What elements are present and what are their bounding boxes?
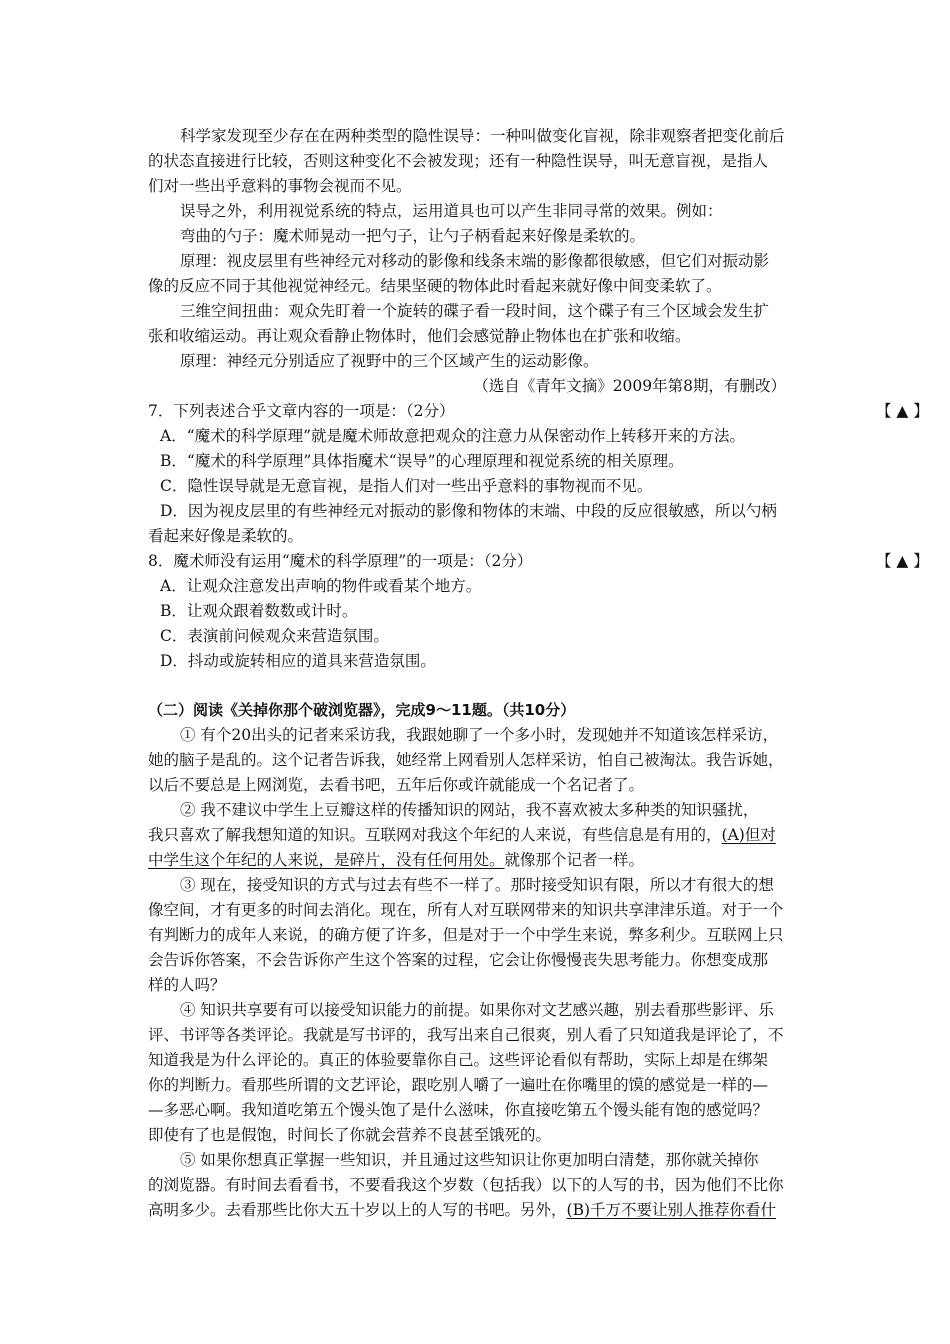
passage-para3-line5: 样的人吗？ bbox=[148, 976, 226, 994]
para-spoon-principle-line2: 像的反应不同于其他视觉神经元。结果坚硬的物体此时看起来就好像中间变柔软了。 bbox=[148, 277, 722, 295]
passage-para4-line2: 评、书评等各类评论。我就是写书评的，我写出来自己很爽，别人看了只知道我是评论了，不 bbox=[148, 1026, 784, 1044]
question-8-answer-bracket: 【 ▲ 】 bbox=[876, 552, 929, 570]
question-8-option-c: C．表演前问候观众来营造氛围。 bbox=[160, 627, 389, 645]
question-7-answer-bracket: 【 ▲ 】 bbox=[876, 402, 929, 420]
question-8-stem bbox=[148, 551, 929, 571]
underlined-sentence-b: (B)千万不要让别人推荐你看什 bbox=[566, 1201, 777, 1219]
question-7-option-d-line1: D．因为视皮层里的有些神经元对振动的影像和物体的末端、中段的反应很敏感，所以勺柄 bbox=[160, 502, 777, 520]
para-bent-spoon: 弯曲的勺子：魔术师晃动一把勺子，让勺子柄看起来好像是柔软的。 bbox=[180, 227, 646, 245]
question-7-option-d-line2: 看起来好像是柔软的。 bbox=[148, 527, 304, 545]
passage-para5-line3-text: 高明多少。去看那些比你大五十岁以上的人写的书吧。另外， bbox=[148, 1201, 567, 1219]
para-3d-distortion-line2: 张和收缩运动。再让观众看静止物体时，他们会感觉静止物体也在扩张和收缩。 bbox=[148, 327, 691, 345]
question-8-text: 8．魔术师没有运用“魔术的科学原理”的一项是：（2分） bbox=[148, 552, 533, 570]
passage-para4-line3: 知道我是为什么评论的。真正的体验要靠你自己。这些评论看似有帮助，实际上却是在绑架 bbox=[148, 1051, 769, 1069]
passage-para2-line1: ② 我不建议中学生上豆瓣这样的传播知识的网站，我不喜欢被太多种类的知识骚扰， bbox=[180, 801, 759, 819]
passage-para4-line1: ④ 知识共享要有可以接受知识能力的前提。如果你对文艺感兴趣，别去看那些影评、乐 bbox=[180, 1001, 774, 1019]
passage-para4-line6: 即使有了也是假饱，时间长了你就会营养不良甚至饿死的。 bbox=[148, 1126, 552, 1144]
question-7-option-a: A．“魔术的科学原理”就是魔术师故意把观众的注意力从保密动作上转移开来的方法。 bbox=[160, 427, 746, 445]
passage-para3-line1: ③ 现在，接受知识的方式与过去有些不一样了。那时接受知识有限，所以才有很大的想 bbox=[180, 876, 774, 894]
question-7-option-b: B．“魔术的科学原理”具体指魔术“误导”的心理原理和视觉系统的相关原理。 bbox=[160, 452, 684, 470]
passage-para3-line4: 会告诉你答案，不会告诉你产生这个答案的过程，它会让你慢慢丧失思考能力。你想变成那 bbox=[148, 951, 769, 969]
passage-para2-tail: 就像那个记者一样。 bbox=[504, 851, 645, 869]
passage-para2-line2 bbox=[148, 825, 810, 845]
question-8-option-b: B．让观众跟着数数或计时。 bbox=[160, 602, 358, 620]
underlined-sentence-a-start: (A)但对 bbox=[721, 826, 776, 844]
passage-para2-line2-text: 我只喜欢了解我想知道的知识。互联网对我这个年纪的人来说，有些信息是有用的， bbox=[148, 826, 722, 844]
section-2-heading: （二）阅读《关掉你那个破浏览器》，完成9～11题。（共10分） bbox=[148, 701, 576, 719]
para-spoon-principle-line1: 原理：视皮层里有些神经元对移动的影像和线条末端的影像都很敏感，但它们对振动影 bbox=[180, 252, 770, 270]
passage-para2-line3 bbox=[148, 850, 810, 870]
passage-para1-line3: 以后不要总是上网浏览，去看书吧，五年后你或许就能成一个名记者了。 bbox=[148, 776, 645, 794]
para-hidden-misdirection-line3: 们对一些出乎意料的事物会视而不见。 bbox=[148, 177, 412, 195]
passage-para5-line3 bbox=[148, 1200, 810, 1220]
para-hidden-misdirection-line2: 的状态直接进行比较，否则这种变化不会被发现；还有一种隐性误导，叫无意盲视，是指人 bbox=[148, 152, 769, 170]
passage-para5-line1: ⑤ 如果你想真正掌握一些知识，并且通过这些知识让你更加明白清楚，那你就关掉你 bbox=[180, 1151, 759, 1169]
source-citation: （选自《青年文摘》2009年第8期，有删改） bbox=[473, 377, 786, 395]
passage-para3-line2: 像空间，才有更多的时间去消化。现在，所有人对互联网带来的知识共享津津乐道。对于一个 bbox=[148, 901, 784, 919]
passage-para3-line3: 有判断力的成年人来说，的确方便了许多，但是对于一个中学生来说，弊多利少。互联网上只 bbox=[148, 926, 784, 944]
para-hidden-misdirection-line1: 科学家发现至少存在在两种类型的隐性误导：一种叫做变化盲视，除非观察者把变化前后 bbox=[180, 127, 785, 145]
para-3d-distortion-line1: 三维空间扭曲：观众先盯着一个旋转的碟子看一段时间，这个碟子有三个区域会发生扩 bbox=[180, 302, 770, 320]
passage-para4-line5: —多恶心啊。我知道吃第五个馒头饱了是什么滋味，你直接吃第五个馒头能有饱的感觉吗？ bbox=[148, 1101, 769, 1119]
passage-para1-line2: 她的脑子是乱的。这个记者告诉我，她经常上网看别人怎样采访，怕自己被淘汰。我告诉她， bbox=[148, 751, 784, 769]
passage-para4-line4: 你的判断力。看那些所谓的文艺评论，跟吃别人嚼了一遍吐在你嘴里的馍的感觉是一样的— bbox=[148, 1076, 769, 1094]
question-8-option-d: D．抖动或旋转相应的道具来营造氛围。 bbox=[160, 652, 436, 670]
question-7-text: 7．下列表述合乎文章内容的一项是：（2分） bbox=[148, 402, 455, 420]
question-7-stem bbox=[148, 401, 929, 421]
underlined-sentence-a-end: 中学生这个年纪的人来说，是碎片，没有任何用处。 bbox=[148, 851, 505, 869]
question-8-option-a: A．让观众注意发出声响的物件或看某个地方。 bbox=[160, 577, 482, 595]
para-3d-principle: 原理：神经元分别适应了视野中的三个区域产生的运动影像。 bbox=[180, 352, 599, 370]
para-props-intro: 误导之外，利用视觉系统的特点，运用道具也可以产生非同寻常的效果。例如： bbox=[180, 202, 723, 220]
passage-para1-line1: ① 有个20出头的记者来采访我，我跟她聊了一个多小时，发现她并不知道该怎样采访， bbox=[180, 726, 779, 744]
question-7-option-c: C．隐性误导就是无意盲视，是指人们对一些出乎意料的事物视而不见。 bbox=[160, 477, 653, 495]
passage-para5-line2: 的浏览器。有时间去看看书，不要看我这个岁数（包括我）以下的人写的书，因为他们不比你 bbox=[148, 1176, 784, 1194]
